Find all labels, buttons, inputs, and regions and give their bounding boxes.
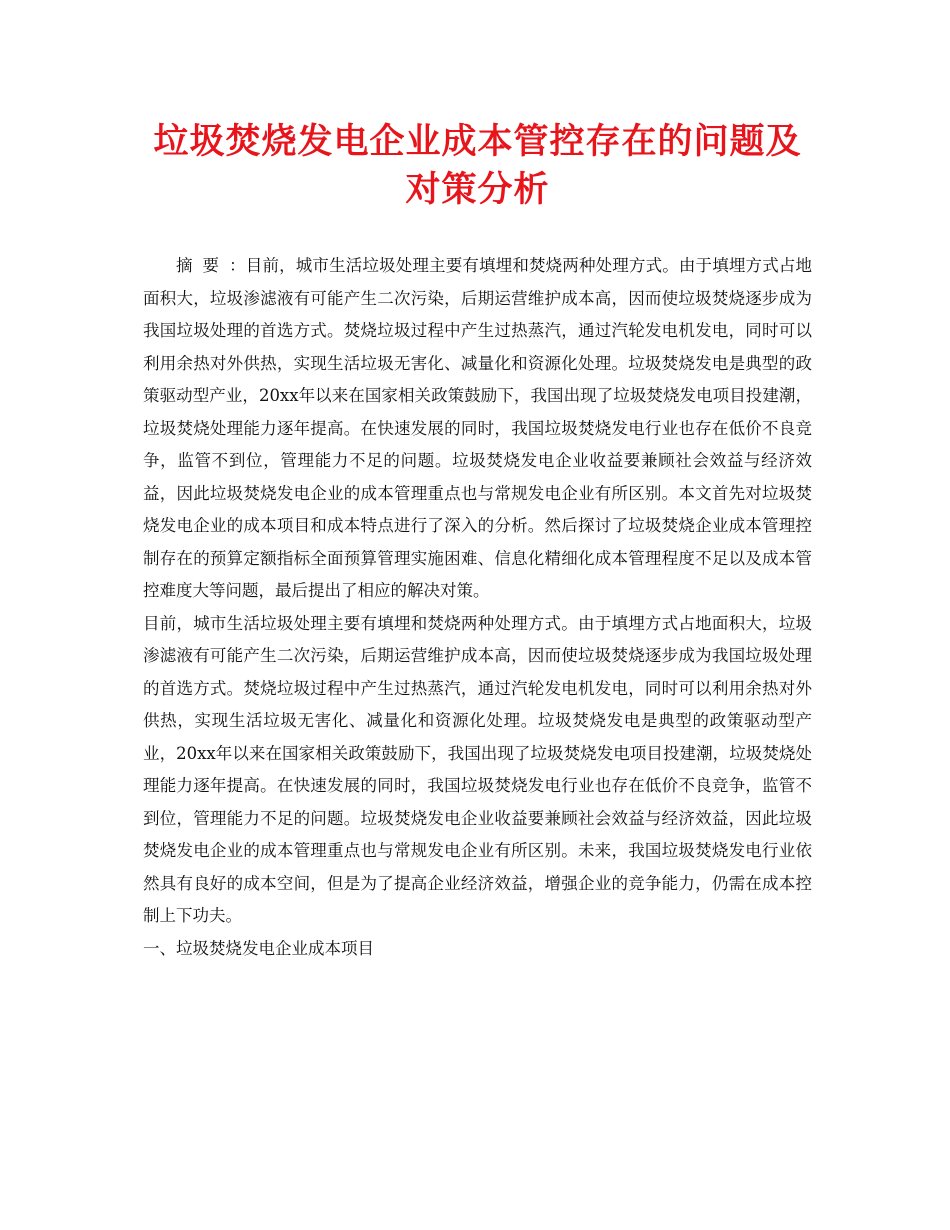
abstract-colon: ：: [229, 256, 246, 275]
abstract-text: 目前，城市生活垃圾处理主要有填埋和焚烧两种处理方式。由于填埋方式占地面积大，垃圾渗滤液有可能产生二次污染，后期运营维护成本高，因而使垃圾焚烧逐步成为我国垃圾处理的首选方式。焚烧垃圾过程中产生过热蒸汽，通过汽轮发电机发电，同时可以利用余热对外供热，实现生活垃圾无害化、减量化和资源化处理。垃圾焚烧发电是典型的政策驱动型产业，20xx年以来在国家相关政策鼓励下，我国出现了垃圾焚烧发电项目投建潮，垃圾焚烧处理能力逐年提高。在快速发展的同时，我国垃圾焚烧发电行业也存在低价不良竞争，监管不到位，管理能力不足的问题。垃圾焚烧发电企业收益要兼顾社会效益与经济效益，因此垃圾焚烧发电企业的成本管理重点也与常规发电企业有所区别。本文首先对垃圾焚烧发电企业的成本项目和成本特点进行了深入的分析。然后探讨了垃圾焚烧企业成本管理控制存在的预算定额指标全面预算管理实施困难、信息化精细化成本管理程度不足以及成本管控难度大等问题，最后提出了相应的解决对策。: [143, 256, 813, 600]
document-title: 垃圾焚烧发电企业成本管控存在的问题及对策分析: [153, 121, 802, 210]
abstract-label: 摘要: [176, 256, 230, 275]
intro-paragraph: 目前，城市生活垃圾处理主要有填埋和焚烧两种处理方式。由于填埋方式占地面积大，垃圾渗滤液有可能产生二次污染，后期运营维护成本高，因而使垃圾焚烧逐步成为我国垃圾处理的首选方式。焚烧垃圾过程中产生过热蒸汽，通过汽轮发电机发电，同时可以利用余热对外供热，实现生活垃圾无害化、减量化和资源化处理。垃圾焚烧发电是典型的政策驱动型产业，20xx年以来在国家相关政策鼓励下，我国出现了垃圾焚烧发电项目投建潮，垃圾焚烧处理能力逐年提高。在快速发展的同时，我国垃圾焚烧发电行业也存在低价不良竞争，监管不到位，管理能力不足的问题。垃圾焚烧发电企业收益要兼顾社会效益与经济效益，因此垃圾焚烧发电企业的成本管理重点也与常规发电企业有所区别。未来，我国垃圾焚烧发电行业依然具有良好的成本空间，但是为了提高企业经济效益，增强企业的竞争能力，仍需在成本控制上下功夫。: [143, 613, 812, 925]
section-heading: 一、垃圾焚烧发电企业成本项目: [143, 938, 374, 958]
abstract-paragraph: [143, 250, 812, 608]
